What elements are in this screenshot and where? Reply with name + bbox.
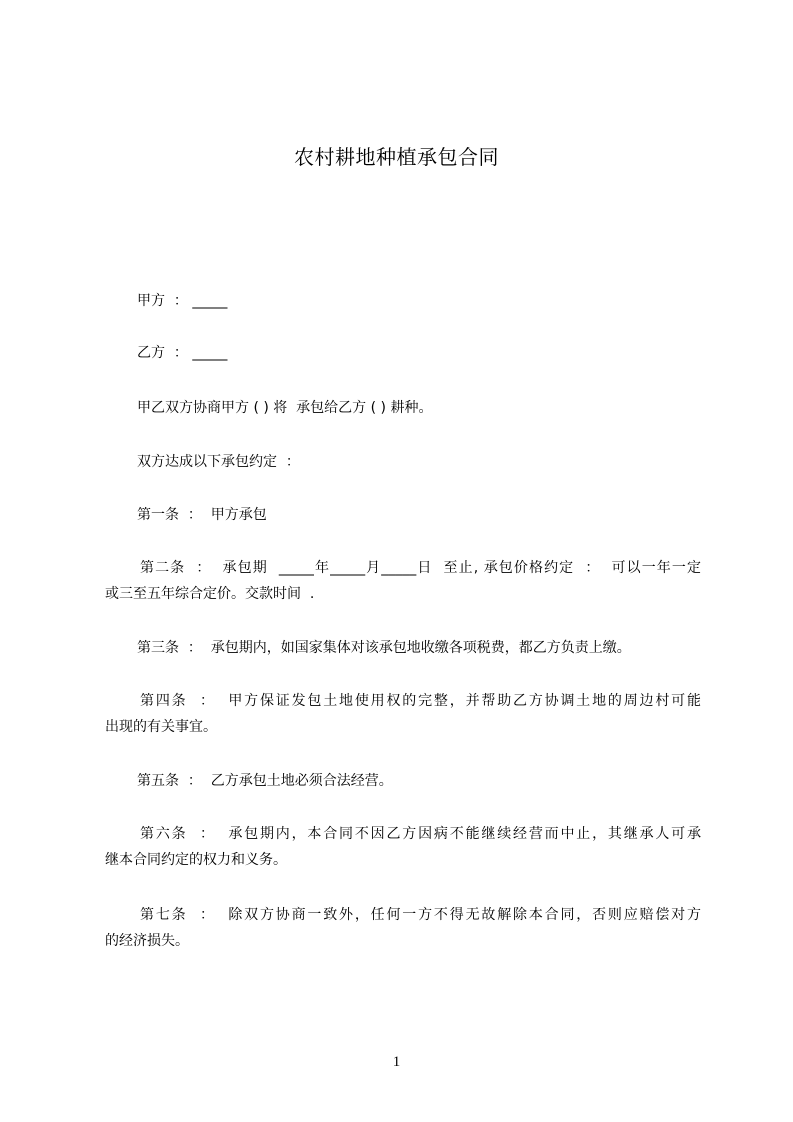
document-title: 农村耕地种植承包合同 xyxy=(294,145,499,169)
article-2-line-2: 或三至五年综合定价。交款时间 . xyxy=(105,586,315,602)
article-1-line: 第一条 ： 甲方承包 xyxy=(137,507,267,523)
article-3-line: 第三条 ： 承包期内，如国家集体对该承包地收缴各项税费，都乙方负责上缴。 xyxy=(137,640,631,656)
party-a-line: 甲方 ： _____ xyxy=(137,293,228,309)
page-number: 1 xyxy=(392,1054,401,1070)
article-7-line-1: 第七条 ： 除双方协商一致外，任何一方不得无故解除本合同，否则应赔偿对方 xyxy=(140,907,701,923)
agreement-line: 双方达成以下承包约定 ： xyxy=(137,454,300,470)
article-2-line-1: 第二条 ： 承包期 _____年_____月_____日 至止, 承包价格约定 ： 可以一年一定 xyxy=(140,560,701,576)
article-4-line-2: 出现的有关事宜。 xyxy=(105,719,217,735)
article-5-line: 第五条 ： 乙方承包土地必须合法经营。 xyxy=(137,773,393,789)
article-4-line-1: 第四条 ： 甲方保证发包土地使用权的完整，并帮助乙方协调土地的周边村可能 xyxy=(140,693,701,709)
intro-line: 甲乙双方协商甲方 ( ) 将 承包给乙方 ( ) 耕种。 xyxy=(137,400,433,416)
party-b-line: 乙方 ： _____ xyxy=(137,345,228,361)
article-7-line-2: 的经济损失。 xyxy=(105,933,189,949)
article-6-line-1: 第六条 ： 承包期内，本合同不因乙方因病不能继续经营而中止，其继承人可承 xyxy=(140,826,701,842)
article-6-line-2: 继本合同约定的权力和义务。 xyxy=(105,852,287,868)
